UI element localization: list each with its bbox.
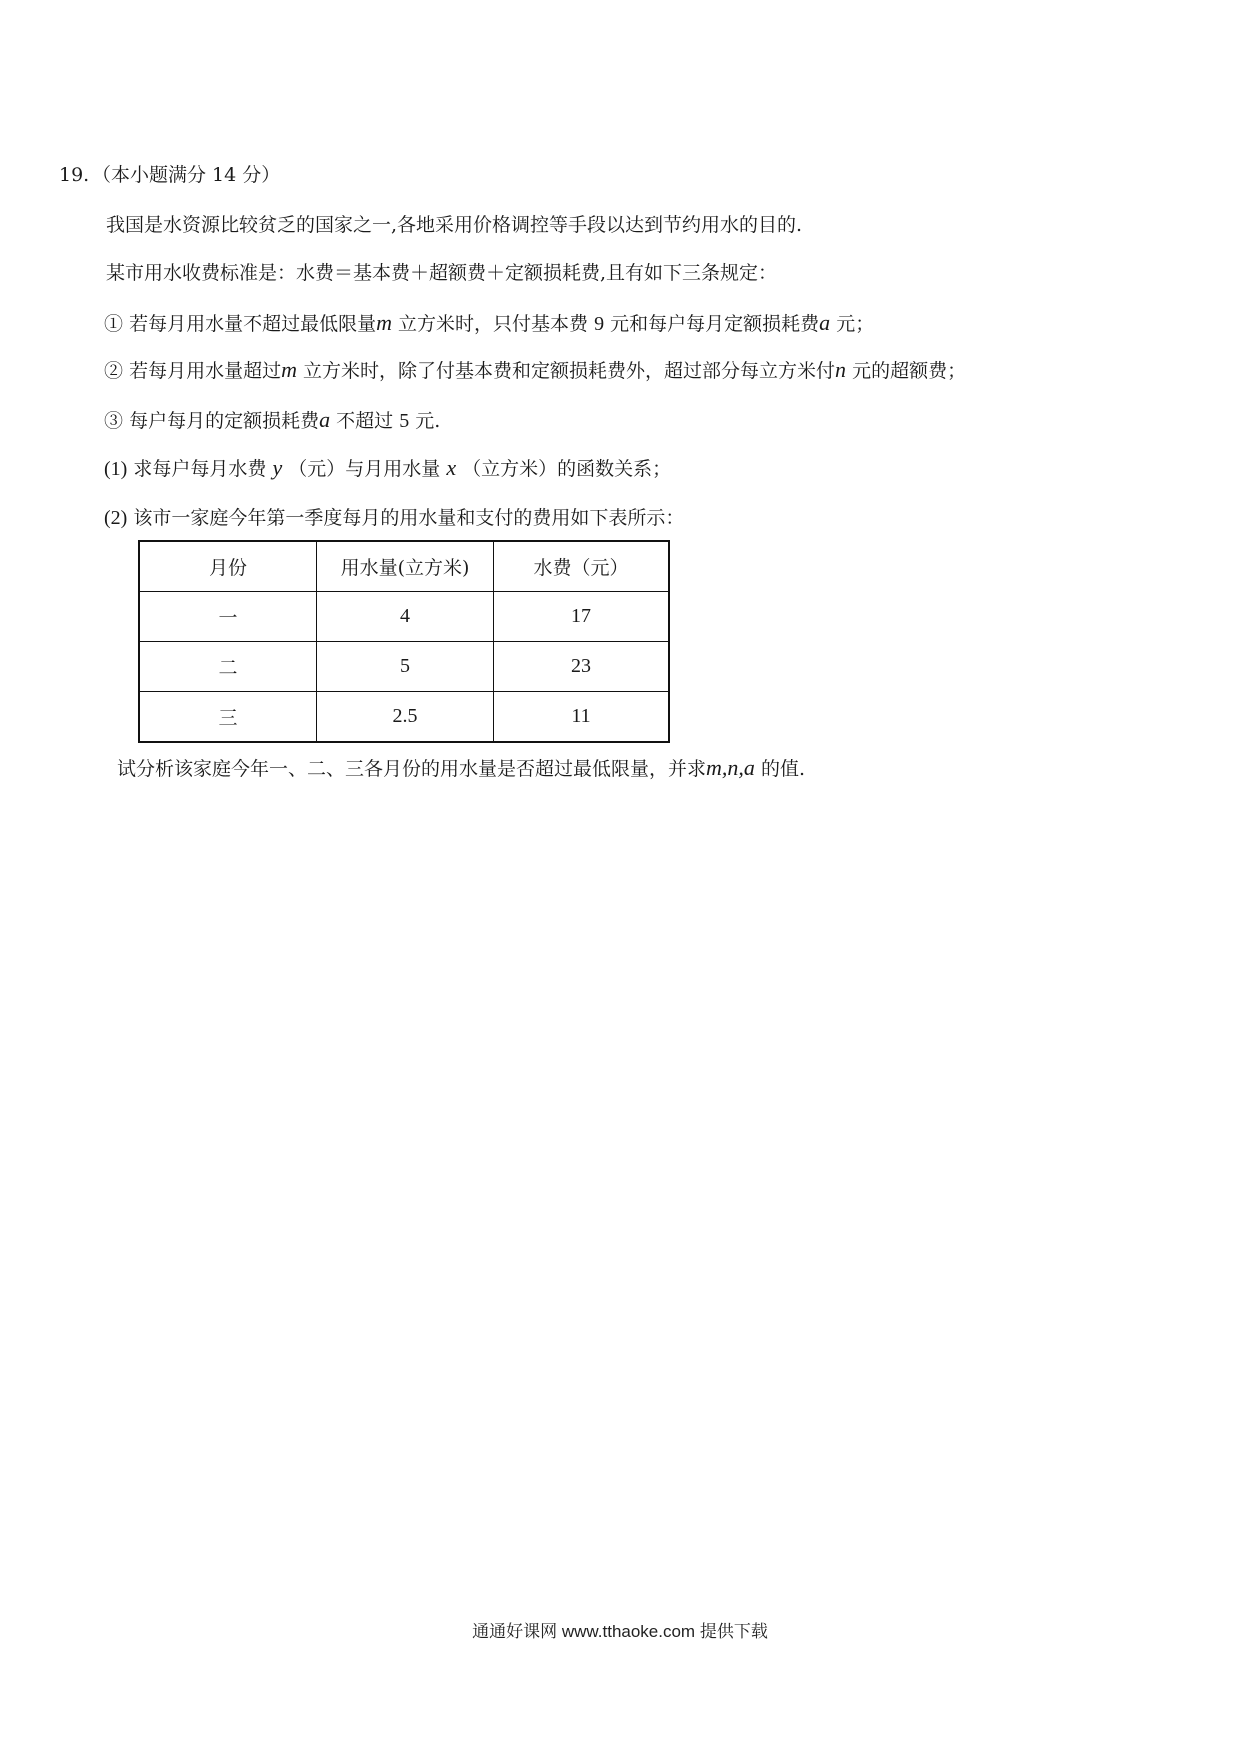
month-cell: 一 [139,592,317,642]
var-y: y [272,455,283,480]
table-row [139,692,669,743]
rule-2-text-c: 元的超额费； [852,360,967,382]
part-1-marker: (1) [104,458,128,480]
fee-cell: 11 [494,692,670,743]
rule-3-text-b: 不超过 [336,410,394,432]
header-month: 月份 [139,541,317,592]
rule-3-text-c: 元. [415,410,441,432]
part-1-text-a: 求每户每月水费 [133,458,267,480]
rule-2-marker: ② [104,360,124,382]
rule-1-text-c: 元和每户每月定额损耗费 [610,313,820,335]
part-2-marker: (2) [104,507,128,529]
var-a: a [819,310,831,335]
page-footer: 通通好课网 www.tthaoke.com 提供下载 [472,1622,768,1641]
var-n: n [835,357,847,382]
question-number: 19. [59,164,90,186]
fee-cell: 23 [494,642,670,692]
analysis-text-b: 的值. [760,758,805,780]
part-2-text: 该市一家庭今年第一季度每月的用水量和支付的费用如下表所示： [133,507,685,529]
vars-mna: m,n,a [706,755,755,780]
usage-cell: 2.5 [317,692,494,743]
rule-2-text-b: 立方米时，除了付基本费和定额损耗费外，超过部分每立方米付 [303,360,836,382]
part-1-text-b: （元）与月用水量 [288,458,441,480]
header-fee: 水费（元） [494,541,670,592]
rule-1-text-a: 若每月用水量不超过最低限量 [129,313,377,335]
analysis-text-a: 试分析该家庭今年一、二、三各月份的用水量是否超过最低限量，并求 [117,758,707,780]
rule-3-text-a: 每户每月的定额损耗费 [129,410,320,432]
table-header-row [139,541,669,592]
usage-cell: 4 [317,592,494,642]
analysis-question [117,756,805,781]
var-m: m [376,310,392,335]
month-cell: 三 [139,692,317,743]
fee-cell: 17 [494,592,670,642]
question-intro: 我国是水资源比较贫乏的国家之一,各地采用价格调控等手段以达到节约用水的目的. [106,214,803,236]
part-1-text-c: （立方米）的函数关系； [462,458,672,480]
month-cell: 二 [139,642,317,692]
rule-1-base-fee: 9 [594,313,605,335]
rule-1-text-b: 立方米时，只付基本费 [398,313,589,335]
rule-3-marker: ③ [104,410,124,432]
rule-2 [104,358,966,383]
usage-cell: 5 [317,642,494,692]
var-a: a [319,407,331,432]
part-2 [104,506,684,530]
water-usage-table [138,540,670,743]
table-row [139,592,669,642]
rule-1 [104,311,874,336]
question-score-note: （本小题满分 14 分） [92,164,281,186]
rule-2-text-a: 若每月用水量超过 [129,360,282,382]
rule-1-text-d: 元； [836,313,875,335]
rule-3-limit: 5 [399,410,410,432]
header-usage: 用水量(立方米) [317,541,494,592]
rule-3 [104,408,440,433]
part-1 [104,456,671,481]
var-x: x [446,455,457,480]
rule-1-marker: ① [104,313,124,335]
fee-standard: 某市用水收费标准是：水费＝基本费＋超额费＋定额损耗费,且有如下三条规定： [106,262,778,284]
table-row [139,642,669,692]
var-m: m [281,357,297,382]
